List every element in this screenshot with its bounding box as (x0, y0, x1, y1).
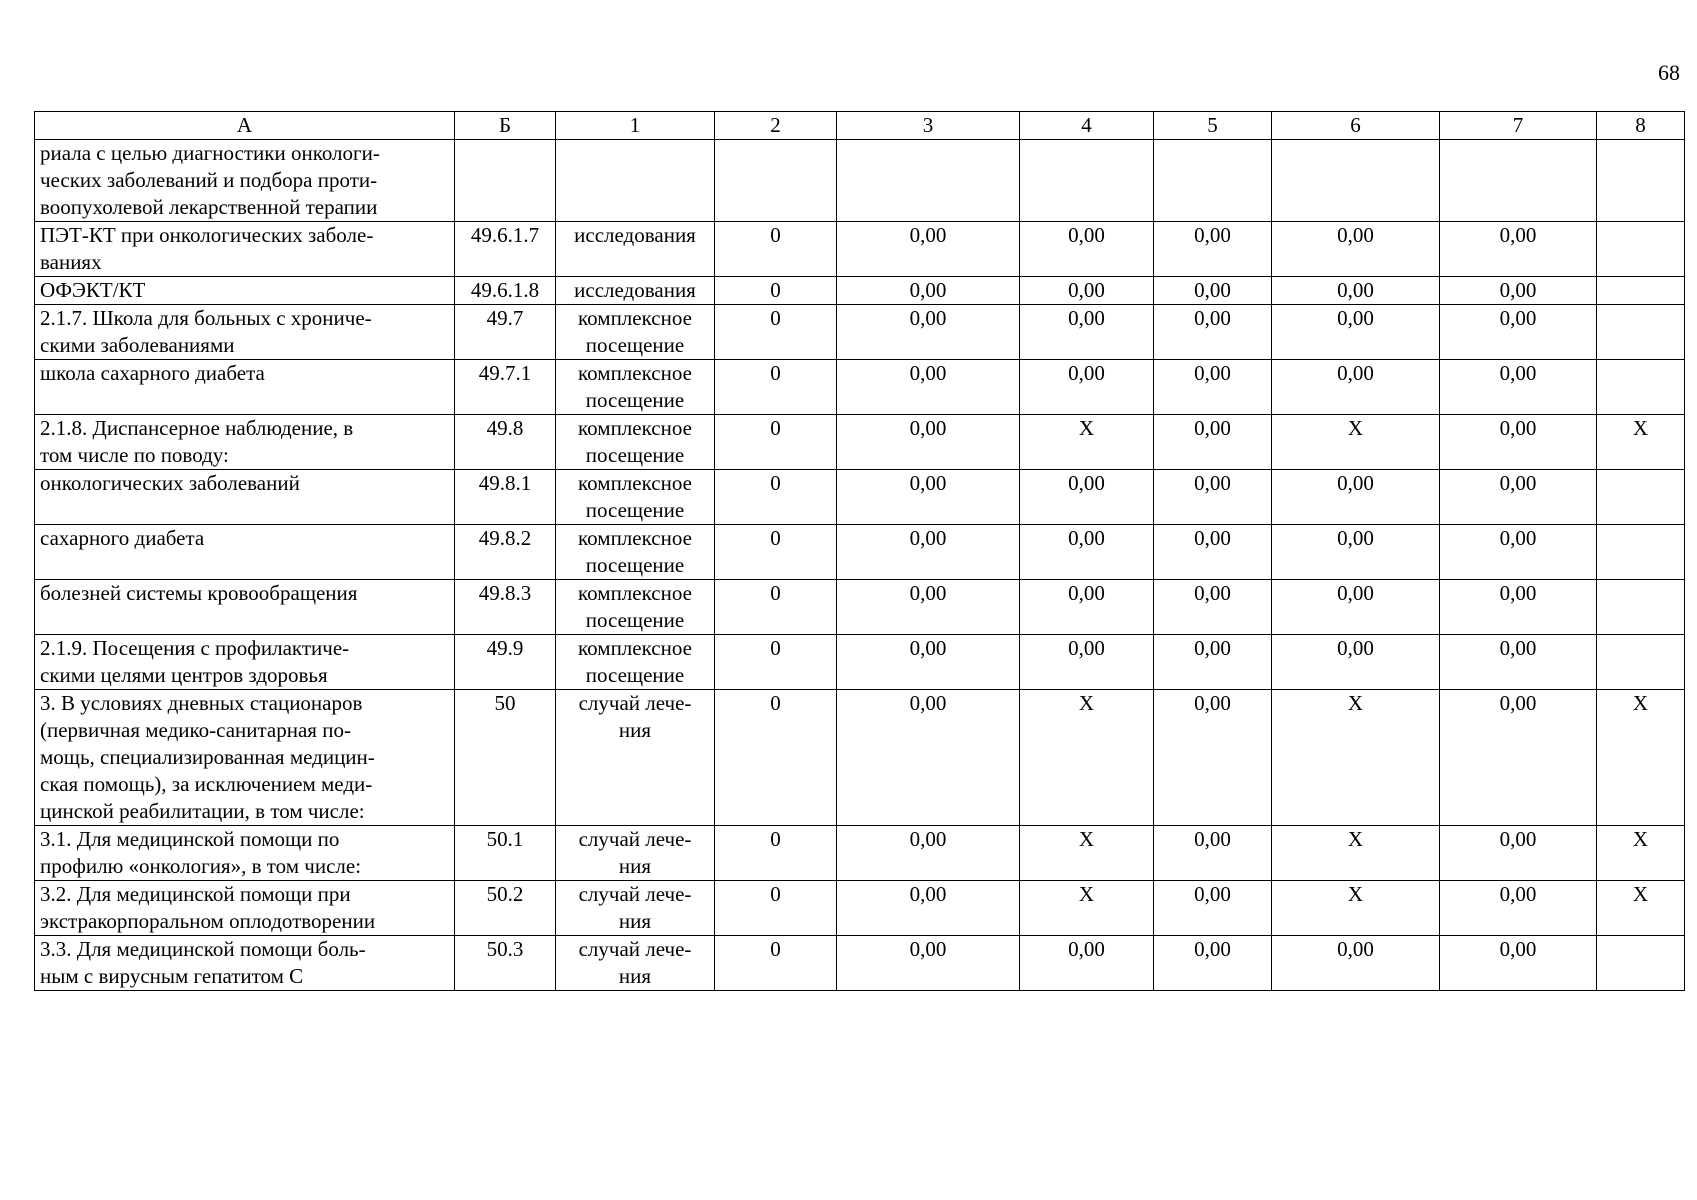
value-cell: 0,00 (1154, 525, 1272, 580)
value-cell: 0,00 (1440, 222, 1597, 277)
value-cell: 0,00 (1272, 222, 1440, 277)
table-row (35, 690, 1685, 826)
value-cell: 0,00 (1154, 470, 1272, 525)
value-cell: 0,00 (1154, 826, 1272, 881)
value-cell: 0 (715, 881, 837, 936)
row-code (455, 140, 556, 222)
row-code: 49.6.1.8 (455, 277, 556, 305)
table-row (35, 140, 1685, 222)
value-cell: 0,00 (837, 881, 1020, 936)
value-cell (1597, 222, 1685, 277)
row-code: 49.6.1.7 (455, 222, 556, 277)
value-cell: 0,00 (837, 222, 1020, 277)
value-cell: X (1272, 415, 1440, 470)
value-cell: 0,00 (1154, 415, 1272, 470)
row-label: 3. В условиях дневных стационаров (первичная медико-санитарная по- мощь, специализированная медицин- ская помощь), за исключением меди- цинской реабилитации, в том числе: (35, 690, 455, 826)
row-label: 3.1. Для медицинской помощи по профилю «онкология», в том числе: (35, 826, 455, 881)
row-code: 49.8.2 (455, 525, 556, 580)
page-number: 68 (1658, 60, 1680, 85)
value-cell (1597, 305, 1685, 360)
row-code: 50.1 (455, 826, 556, 881)
table-row (35, 936, 1685, 991)
unit-cell: комплексное посещение (556, 360, 715, 415)
value-cell: 0,00 (1020, 360, 1154, 415)
value-cell (1272, 140, 1440, 222)
row-label: сахарного диабета (35, 525, 455, 580)
value-cell: 0,00 (1154, 277, 1272, 305)
row-code: 50.2 (455, 881, 556, 936)
data-table (34, 111, 1685, 991)
row-code: 49.7 (455, 305, 556, 360)
row-label: 3.2. Для медицинской помощи при экстракорпоральном оплодотворении (35, 881, 455, 936)
value-cell: 0,00 (1272, 580, 1440, 635)
table-row (35, 360, 1685, 415)
value-cell (1597, 635, 1685, 690)
column-header: 8 (1597, 112, 1685, 140)
value-cell: 0,00 (1154, 690, 1272, 826)
unit-cell: комплексное посещение (556, 580, 715, 635)
value-cell: 0,00 (1440, 525, 1597, 580)
value-cell: 0,00 (1440, 470, 1597, 525)
table-row (35, 881, 1685, 936)
row-code: 49.8 (455, 415, 556, 470)
value-cell: X (1020, 690, 1154, 826)
value-cell (1597, 580, 1685, 635)
row-label: болезней системы кровообращения (35, 580, 455, 635)
value-cell: X (1020, 826, 1154, 881)
value-cell: 0 (715, 360, 837, 415)
value-cell: 0,00 (837, 635, 1020, 690)
value-cell: 0,00 (1440, 415, 1597, 470)
table-row (35, 580, 1685, 635)
value-cell: X (1020, 881, 1154, 936)
column-header: Б (455, 112, 556, 140)
column-header: 2 (715, 112, 837, 140)
value-cell: 0,00 (837, 470, 1020, 525)
value-cell: 0,00 (1272, 360, 1440, 415)
value-cell: 0,00 (1020, 525, 1154, 580)
value-cell: X (1020, 415, 1154, 470)
value-cell: 0 (715, 470, 837, 525)
value-cell: 0 (715, 525, 837, 580)
column-header: 1 (556, 112, 715, 140)
unit-cell: комплексное посещение (556, 470, 715, 525)
table-row (35, 415, 1685, 470)
unit-cell (556, 140, 715, 222)
value-cell: 0,00 (1440, 936, 1597, 991)
row-code: 49.8.1 (455, 470, 556, 525)
table-row (35, 470, 1685, 525)
column-header: А (35, 112, 455, 140)
value-cell: 0,00 (837, 525, 1020, 580)
value-cell (837, 140, 1020, 222)
value-cell: 0,00 (1272, 305, 1440, 360)
unit-cell: случай лече- ния (556, 936, 715, 991)
value-cell: 0 (715, 277, 837, 305)
value-cell (1597, 470, 1685, 525)
unit-cell: комплексное посещение (556, 305, 715, 360)
value-cell: 0,00 (1020, 635, 1154, 690)
value-cell: 0,00 (1440, 360, 1597, 415)
value-cell: 0,00 (1020, 277, 1154, 305)
value-cell: 0 (715, 415, 837, 470)
unit-cell: комплексное посещение (556, 525, 715, 580)
table-row (35, 277, 1685, 305)
value-cell: 0 (715, 580, 837, 635)
unit-cell: случай лече- ния (556, 826, 715, 881)
value-cell: 0,00 (837, 936, 1020, 991)
value-cell: 0,00 (1154, 222, 1272, 277)
unit-cell: исследования (556, 277, 715, 305)
value-cell: 0,00 (1154, 635, 1272, 690)
table-row (35, 222, 1685, 277)
value-cell: 0 (715, 826, 837, 881)
value-cell (1597, 277, 1685, 305)
value-cell (1597, 360, 1685, 415)
value-cell: 0,00 (1272, 635, 1440, 690)
unit-cell: исследования (556, 222, 715, 277)
row-code: 50.3 (455, 936, 556, 991)
value-cell: 0,00 (1154, 936, 1272, 991)
column-header: 5 (1154, 112, 1272, 140)
value-cell: 0,00 (1154, 881, 1272, 936)
value-cell: 0,00 (1154, 305, 1272, 360)
value-cell (1020, 140, 1154, 222)
value-cell: X (1272, 881, 1440, 936)
value-cell (1597, 140, 1685, 222)
value-cell (1154, 140, 1272, 222)
value-cell: 0,00 (1154, 360, 1272, 415)
row-label: риала с целью диагностики онкологи- ческих заболеваний и подбора проти- воопухолевой лекарственной терапии (35, 140, 455, 222)
value-cell: 0,00 (1020, 222, 1154, 277)
value-cell: 0,00 (837, 305, 1020, 360)
value-cell: 0,00 (1272, 525, 1440, 580)
value-cell: 0,00 (837, 415, 1020, 470)
value-cell: 0,00 (1020, 470, 1154, 525)
value-cell: X (1272, 826, 1440, 881)
column-header: 7 (1440, 112, 1597, 140)
value-cell: 0,00 (1272, 936, 1440, 991)
row-label: онкологических заболеваний (35, 470, 455, 525)
value-cell: 0 (715, 305, 837, 360)
value-cell: X (1597, 415, 1685, 470)
row-label: школа сахарного диабета (35, 360, 455, 415)
value-cell: 0,00 (1440, 277, 1597, 305)
value-cell: 0,00 (1020, 305, 1154, 360)
value-cell: 0 (715, 690, 837, 826)
value-cell: 0,00 (1020, 936, 1154, 991)
value-cell: 0,00 (1020, 580, 1154, 635)
value-cell: X (1597, 881, 1685, 936)
column-header: 3 (837, 112, 1020, 140)
table-row (35, 826, 1685, 881)
row-label: ПЭТ-КТ при онкологических заболе- ваниях (35, 222, 455, 277)
value-cell (715, 140, 837, 222)
value-cell: 0,00 (837, 690, 1020, 826)
value-cell: 0 (715, 635, 837, 690)
value-cell: 0,00 (1272, 277, 1440, 305)
column-header: 4 (1020, 112, 1154, 140)
value-cell: X (1597, 690, 1685, 826)
value-cell: 0 (715, 936, 837, 991)
value-cell: 0,00 (1440, 690, 1597, 826)
header-row (35, 112, 1685, 140)
row-code: 49.8.3 (455, 580, 556, 635)
value-cell (1597, 525, 1685, 580)
value-cell: 0 (715, 222, 837, 277)
column-header: 6 (1272, 112, 1440, 140)
row-label: 2.1.9. Посещения с профилактиче- скими целями центров здоровья (35, 635, 455, 690)
value-cell: 0,00 (1440, 826, 1597, 881)
value-cell: 0,00 (837, 360, 1020, 415)
value-cell: 0,00 (1440, 635, 1597, 690)
row-label: 3.3. Для медицинской помощи боль- ным с вирусным гепатитом С (35, 936, 455, 991)
value-cell: 0,00 (1440, 580, 1597, 635)
row-code: 49.9 (455, 635, 556, 690)
value-cell: X (1597, 826, 1685, 881)
unit-cell: комплексное посещение (556, 635, 715, 690)
unit-cell: случай лече- ния (556, 690, 715, 826)
unit-cell: случай лече- ния (556, 881, 715, 936)
table-row (35, 305, 1685, 360)
value-cell (1440, 140, 1597, 222)
row-label: 2.1.8. Диспансерное наблюдение, в том числе по поводу: (35, 415, 455, 470)
row-label: 2.1.7. Школа для больных с хрониче- скими заболеваниями (35, 305, 455, 360)
value-cell: 0,00 (837, 580, 1020, 635)
value-cell: 0,00 (1440, 881, 1597, 936)
value-cell: X (1272, 690, 1440, 826)
value-cell (1597, 936, 1685, 991)
value-cell: 0,00 (837, 826, 1020, 881)
row-code: 49.7.1 (455, 360, 556, 415)
row-label: ОФЭКТ/КТ (35, 277, 455, 305)
row-code: 50 (455, 690, 556, 826)
value-cell: 0,00 (1272, 470, 1440, 525)
table-row (35, 525, 1685, 580)
value-cell: 0,00 (837, 277, 1020, 305)
value-cell: 0,00 (1154, 580, 1272, 635)
table-row (35, 635, 1685, 690)
value-cell: 0,00 (1440, 305, 1597, 360)
unit-cell: комплексное посещение (556, 415, 715, 470)
